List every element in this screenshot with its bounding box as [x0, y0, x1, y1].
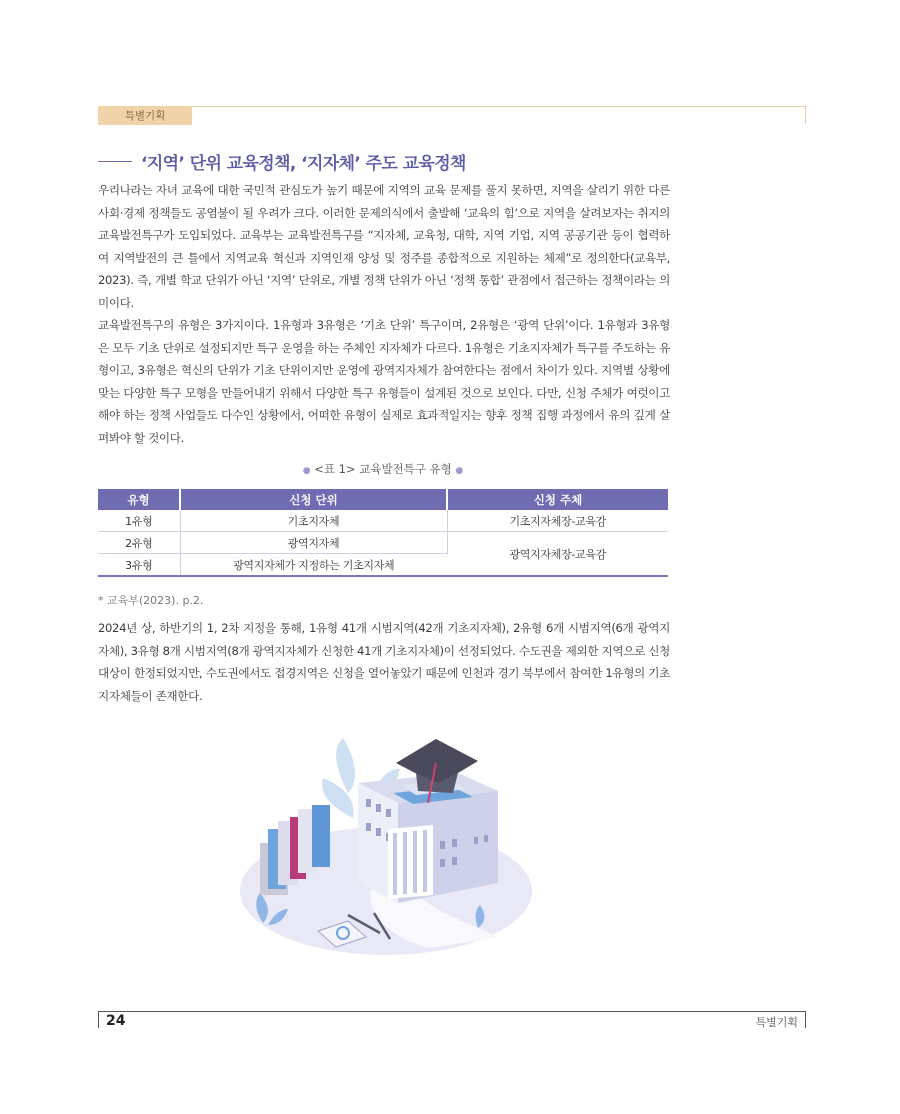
table-cell-type: 2유형 [98, 532, 180, 554]
article-title: ‘지역’ 단위 교육정책, ‘지자체’ 주도 교육정책 [141, 154, 466, 174]
type-table [98, 489, 668, 577]
table-row [98, 532, 668, 554]
paragraph-2: 교육발전특구의 유형은 3가지이다. 1유형과 3유형은 ‘기초 단위’ 특구이며, 2유형은 ‘광역 단위’이다. 1유형과 3유형은 모두 기초 단위로 설정되지만 특구 운영을 하는 주체인 지자체가 다르다. 1유형은 기초지자체가 특구를 주도하는 유형이고, 3유형은 혁신의 단위가 기초 단위이지만 운영에 광역지자체가 참여한다는 점에서 차이가 있다. 지역별 상황에 맞는 다양한 특구 모형을 만들어내기 위해서 다양한 특구 유형들이 설계된 것으로 보인다. 다만, 신청 주체가 여럿이고 해야 하는 정책 사업들도 다수인 상황에서, 어떠한 유형이 실제로 효과적일지는 향후 정책 집행 과정에서 유의 깊게 살펴봐야 할 것이다. [98, 318, 670, 445]
table-cell-type: 3유형 [98, 554, 180, 577]
section-label: 특별기획 [98, 106, 192, 125]
table-caption [98, 461, 668, 477]
bullet-dot-icon: ● [302, 466, 311, 476]
footer-section-label: 특별기획 [755, 1016, 798, 1029]
table-cell-unit: 광역지자체 [180, 532, 447, 554]
table-caption-text: <표 1> 교육발전특구 유형 [314, 462, 452, 476]
leaf-icon [336, 738, 355, 793]
table-cell-unit: 기초지자체 [180, 510, 447, 532]
education-illustration [228, 733, 548, 959]
footer-tick-right [805, 1011, 806, 1028]
article-title-row [98, 149, 466, 174]
bullet-dot-icon: ● [455, 466, 464, 476]
table-header-subject: 신청 주체 [447, 489, 668, 510]
book-icon [312, 805, 330, 867]
table-cell-subject: 광역지자체장-교육감 [447, 532, 668, 577]
footer-rule [98, 1011, 806, 1027]
table-header-unit: 신청 단위 [180, 489, 447, 510]
table-header-row [98, 489, 668, 510]
table-cell-unit: 광역지자체가 지정하는 기초지자체 [180, 554, 447, 577]
title-rule [98, 161, 132, 162]
page-number: 24 [106, 1013, 126, 1029]
table-row [98, 510, 668, 532]
table-header-type: 유형 [98, 489, 180, 510]
table-source: * 교육부(2023). p.2. [98, 594, 204, 607]
table-cell-subject: 기초지자체장-교육감 [447, 510, 668, 532]
paragraph-1: 우리나라는 자녀 교육에 대한 국민적 관심도가 높기 때문에 지역의 교육 문제를 풀지 못하면, 지역을 살리기 위한 다른 사회·경제 정책들도 공염불이 될 우려가 크다. 이러한 문제의식에서 출발해 ‘교육의 힘’으로 지역을 살려보자는 취지의 교육발전특구가 도입되었다. 교육부는 교육발전특구를 “지자체, 교육청, 대학, 지역 기업, 지역 공공기관 등이 협력하여 지역발전의 큰 틀에서 지역교육 혁신과 지역인재 양성 및 정주를 종합적으로 지원하는 체제”로 정의한다(교육부, 2023). 즉, 개별 학교 단위가 아닌 ‘지역’ 단위로, 개별 정책 단위가 아닌 ‘정책 통합’ 관점에서 접근하는 정책이라는 의미이다. [98, 183, 670, 310]
paragraph-3: 2024년 상, 하반기의 1, 2차 지정을 통해, 1유형 41개 시범지역(42개 기초지자체), 2유형 6개 시범지역(6개 광역지자체), 3유형 8개 시범지역(8개 광역지자체가 신청한 41개 기초지자체)이 선정되었다. 수도권을 제외한 지역으로 신청 대상이 한정되었지만, 수도권에서도 접경지역은 신청을 열어놓았기 때문에 인천과 경기 북부에서 참여한 1유형의 기초지자체들이 존재한다. [98, 621, 670, 703]
table-cell-type: 1유형 [98, 510, 180, 532]
footer-tick-left [98, 1011, 99, 1028]
header-rule [98, 106, 806, 124]
